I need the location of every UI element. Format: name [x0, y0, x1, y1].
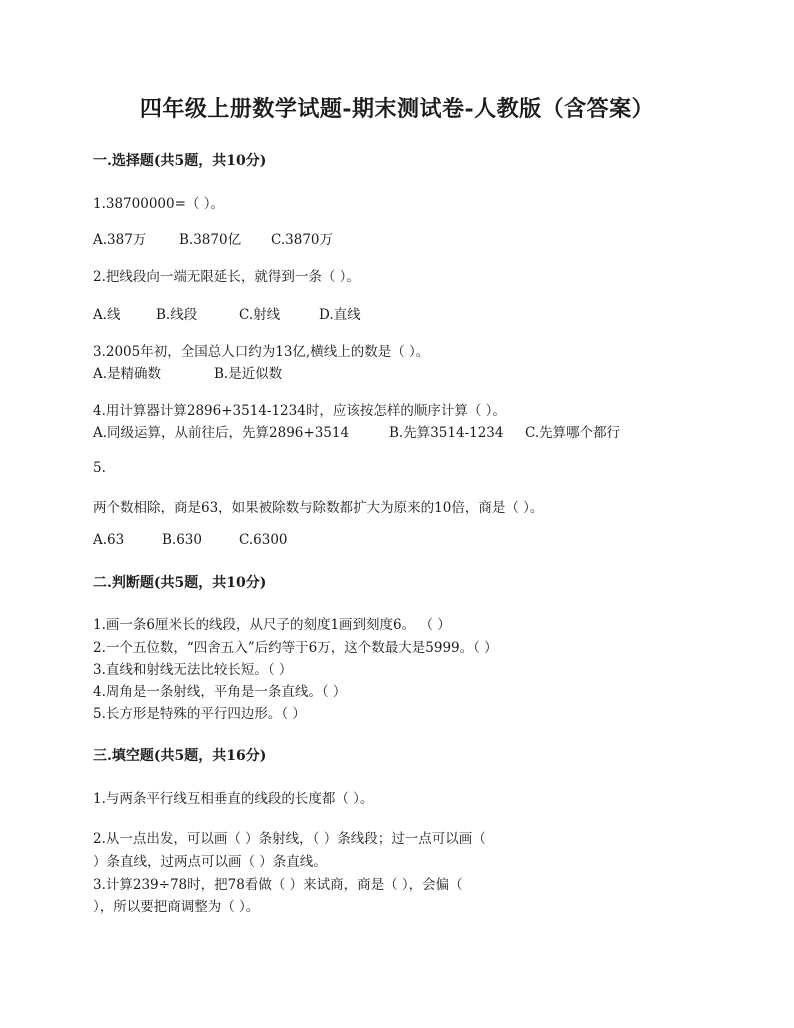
s1-q2-option-a: A.线: [93, 307, 121, 323]
s3-q3-line1: 3.计算239÷78时，把78看做（ ）来试商，商是（ ），会偏（: [93, 877, 463, 893]
s1-q4-option-a: A.同级运算，从前往后，先算2896+3514: [93, 425, 350, 441]
s1-q3-options: [93, 362, 282, 382]
s1-q3-option-b: B.是近似数: [214, 366, 283, 382]
exam-title: 四年级上册数学试题-期末测试卷-人教版（含答案）: [139, 96, 655, 122]
s2-item-3: 3.直线和射线无法比较长短。（ ）: [93, 662, 293, 678]
s1-q1-option-a: A.387万: [93, 232, 147, 248]
section2-heading: 二.判断题(共5题，共10分): [93, 575, 267, 591]
section1-heading: 一.选择题(共5题，共10分): [93, 153, 267, 169]
s3-q2-line1: 2.从一点出发，可以画（ ）条射线，（ ）条线段；过一点可以画（: [93, 831, 486, 847]
s1-q2-stem: 2.把线段向一端无限延长，就得到一条（ ）。: [93, 269, 360, 285]
s1-q2-options: [93, 303, 361, 323]
s2-item-5: 5.长方形是特殊的平行四边形。（ ）: [93, 706, 306, 722]
s1-q4-option-b: B.先算3514-1234: [389, 425, 504, 441]
s1-q1-options: [93, 228, 333, 248]
s2-item-1: 1.画一条6厘米长的线段，从尺子的刻度1画到刻度6。 （ ）: [93, 617, 451, 633]
s2-item-4: 4.周角是一条射线，平角是一条直线。（ ）: [93, 684, 347, 700]
s1-q3-stem: 3.2005年初，全国总人口约为13亿,横线上的数是（ ）。: [93, 344, 430, 360]
s1-q1-option-c: C.3870万: [271, 232, 333, 248]
s1-q2-option-c: C.射线: [239, 307, 281, 323]
s1-q5-options: [93, 532, 288, 548]
s1-q4-options: [93, 421, 620, 441]
s1-q1-option-b: B.3870亿: [179, 232, 242, 248]
s1-q5-stem: 两个数相除，商是63，如果被除数与除数都扩大为原来的10倍，商是（ ）。: [93, 500, 544, 516]
s1-q4-option-c: C.先算哪个都行: [525, 425, 621, 441]
s1-q5-option-a: A.63: [93, 532, 125, 548]
s1-q5-number: 5.: [93, 460, 106, 476]
s1-q5-option-c: C.6300: [239, 532, 288, 548]
s2-item-2: 2.一个五位数，“四舍五入”后约等于6万，这个数最大是5999。（ ）: [93, 640, 498, 656]
s3-q3-line2: ），所以要把商调整为（ ）。: [93, 899, 260, 915]
s1-q2-option-b: B.线段: [156, 307, 198, 323]
s3-q2-line2: ）条直线，过两点可以画（ ）条直线。: [93, 854, 327, 870]
s1-q5-option-b: B.630: [162, 532, 202, 548]
s1-q1-stem: 1.38700000=（ ）。: [93, 196, 224, 212]
s1-q4-stem: 4.用计算器计算2896+3514-1234时，应该按怎样的顺序计算（ ）。: [93, 403, 506, 419]
s3-q1: 1.与两条平行线互相垂直的线段的长度都（ ）。: [93, 791, 374, 807]
s1-q3-option-a: A.是精确数: [93, 366, 162, 382]
section3-heading: 三.填空题(共5题，共16分): [93, 748, 267, 764]
s1-q2-option-d: D.直线: [319, 307, 361, 323]
